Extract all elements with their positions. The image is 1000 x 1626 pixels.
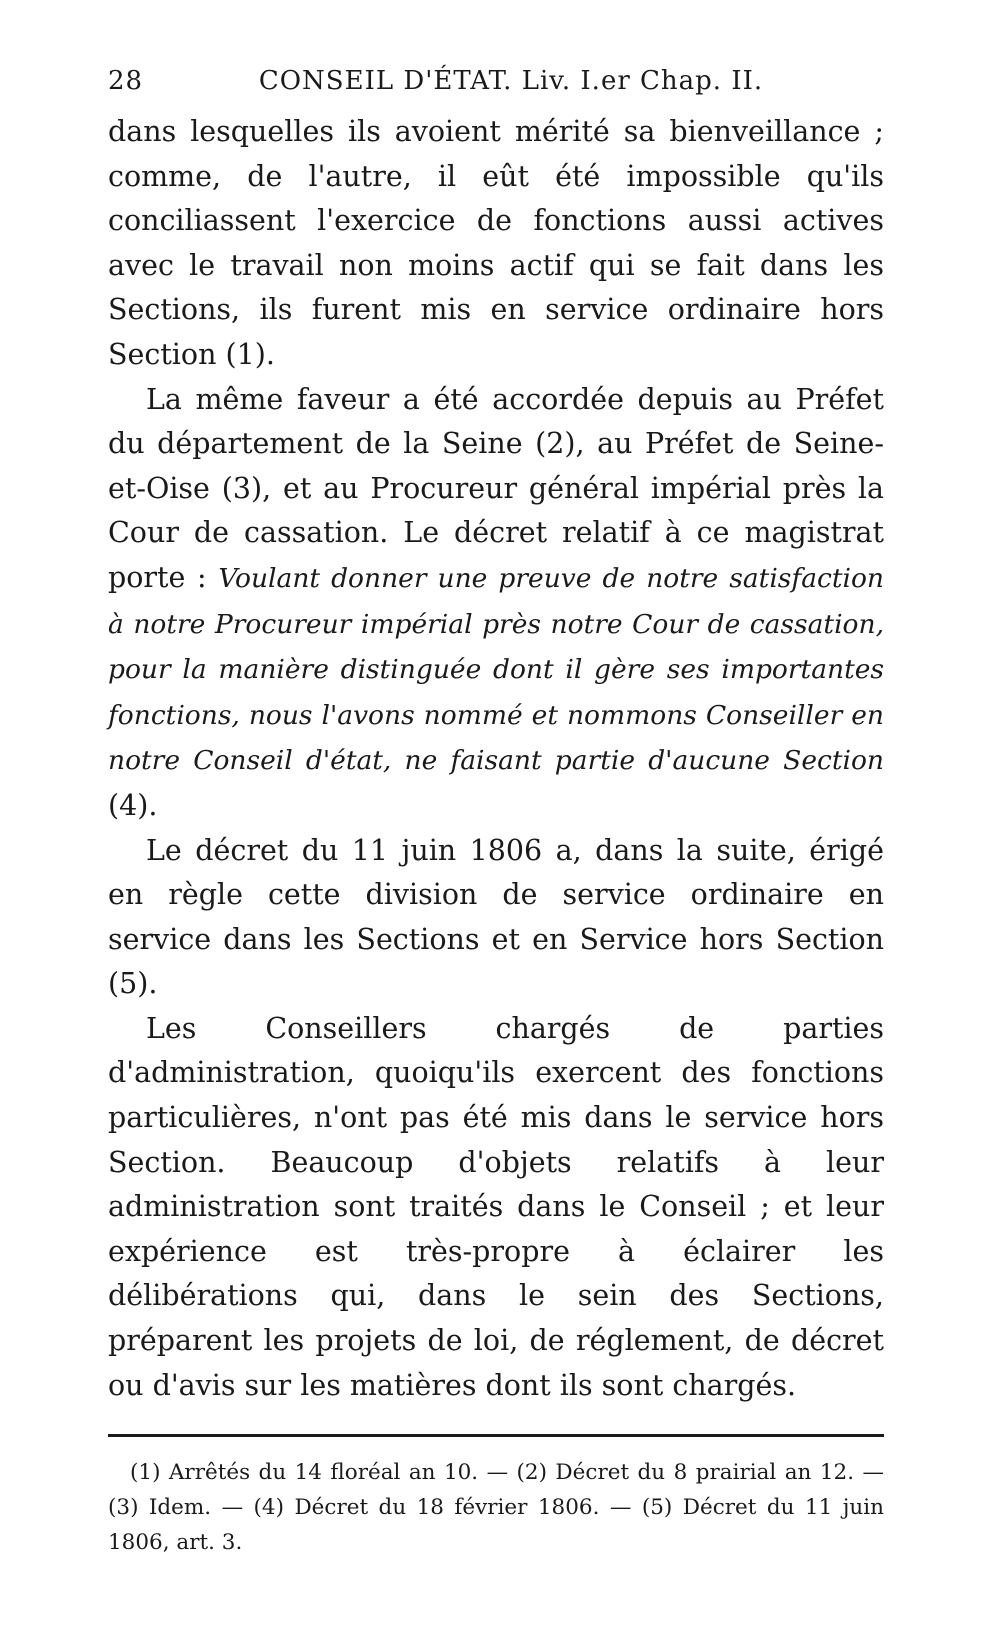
paragraph-1: dans lesquelles ils avoient mérité sa bienveillance ; comme, de l'autre, il eût été impossible qu'ils conciliassent l'exercice de fonctions aussi actives avec le travail non moins actif qui se fait dans les Sections, ils furent mis en service ordinaire hors Section (1).: [108, 115, 884, 371]
footnotes: (1) Arrêtés du 14 floréal an 10. — (2) Décret du 8 prairial an 12. — (3) Idem. — (4) Décret du 18 février 1806. — (5) Décret du 11 juin 1806, art. 3.: [108, 1460, 884, 1556]
decree-quotation: Voulant donner une preuve de notre satisfaction à notre Procureur impérial près notre Cour de cassation, pour la manière distinguée dont il gère ses importantes fonctions, nous l'avons nommé et nommons Conseiller en notre Conseil d'état, ne faisant partie d'aucune Section: [108, 562, 884, 777]
paragraph-2: [108, 378, 884, 829]
footnote-divider: [108, 1434, 884, 1437]
paragraph-2-roman: La même faveur a été accordée depuis au Préfet du département de la Seine (2), au Préfet de Seine-et-Oise (3), et au Procureur général impérial près la Cour de cassation. Le décret relatif à ce magistrat porte :: [108, 382, 884, 594]
main-text: [108, 110, 884, 1408]
paragraph-3: Le décret du 11 juin 1806 a, dans la suite, érigé en règle cette division de service ordinaire en service dans les Sections et en Service hors Section (5).: [108, 833, 884, 1001]
running-title: CONSEIL D'ÉTAT. Liv. I.er Chap. II.: [258, 66, 764, 96]
book-page: [108, 66, 884, 1560]
paragraph-4: Les Conseillers chargés de parties d'administration, quoiqu'ils exercent des fonctions particulières, n'ont pas été mis dans le service hors Section. Beaucoup d'objets relatifs à leur administration sont traités dans le Conseil ; et leur expérience est très-propre à éclairer les délibérations qui, dans le sein des Sections, préparent les projets de loi, de réglement, de décret ou d'avis sur les matières dont ils sont chargés.: [108, 1011, 884, 1402]
page-number: 28: [108, 66, 144, 96]
paragraph-2-note-ref: (4).: [108, 788, 158, 822]
running-head: [108, 66, 884, 110]
